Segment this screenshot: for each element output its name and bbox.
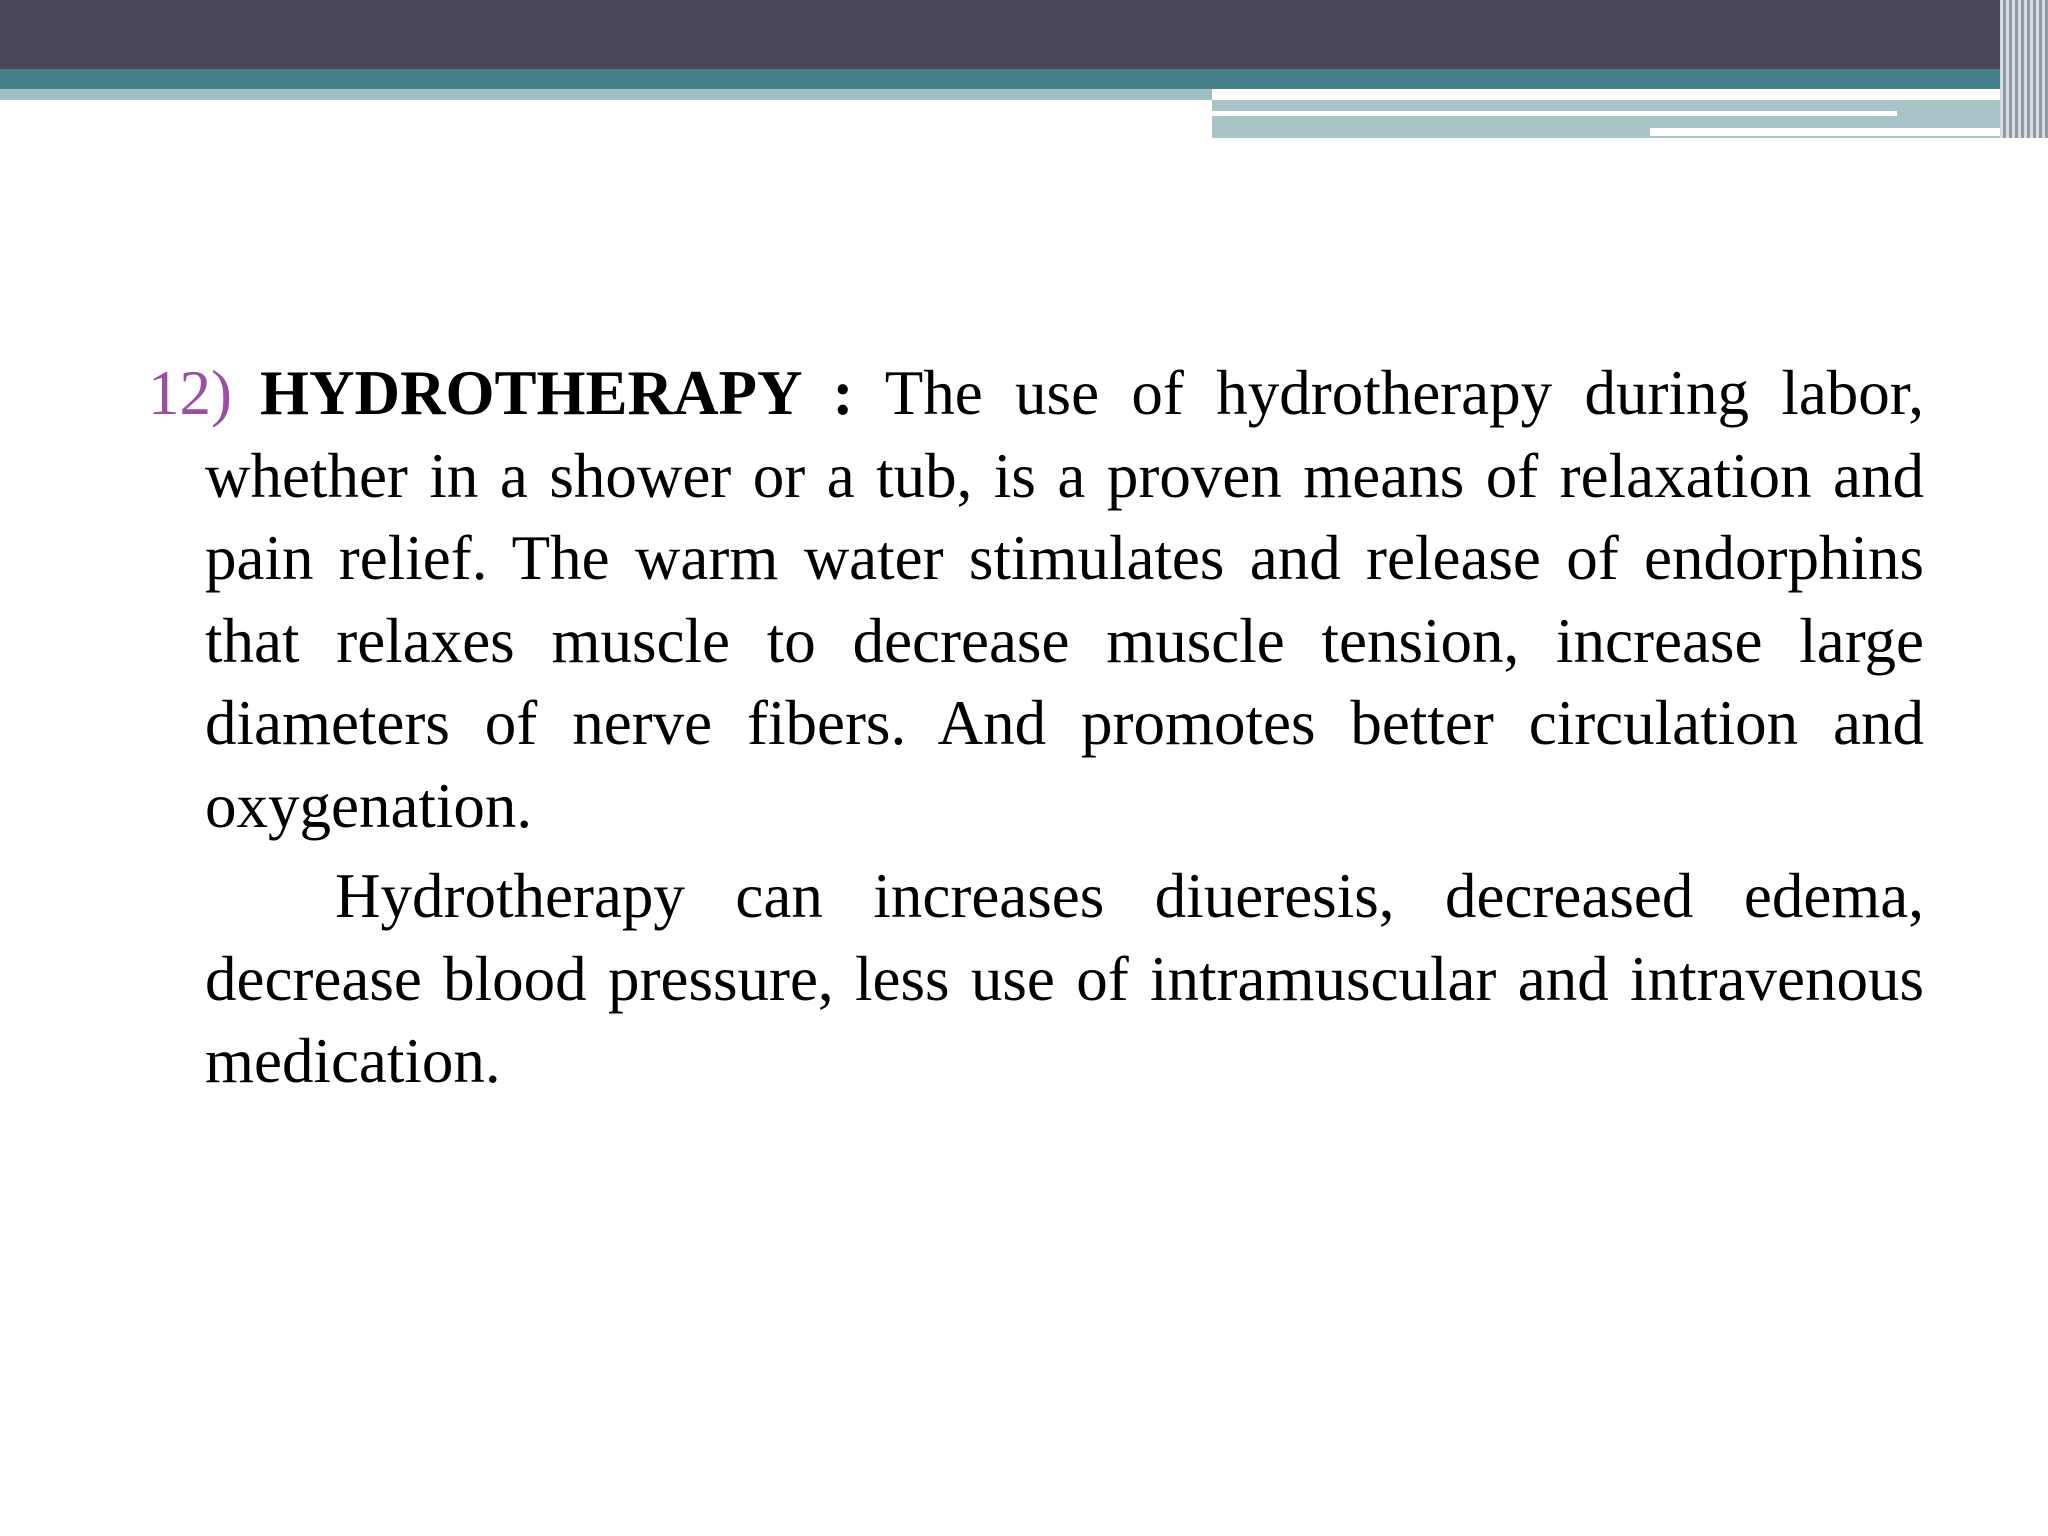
- header-divider-line-2: [1650, 128, 2012, 136]
- header-divider-line: [1212, 111, 1897, 116]
- header-stripes: [2000, 0, 2048, 138]
- paragraph-hydrotherapy: [148, 352, 1924, 847]
- paragraph-2-text: Hydrotherapy can increases diueresis, decreased edema, decrease blood pressure, less use of intramuscular and intravenous medication.: [205, 861, 1924, 1096]
- paragraph-2: [148, 855, 1924, 1103]
- paragraph-1-text: The use of hydrotherapy during labor, whether in a shower or a tub, is a proven means of relaxation and pain relief. The warm water stimulates and release of endorphins that relaxes muscle to decrease muscle tension, increase large diameters of nerve fibers. And promotes better circulation and oxygenation.: [205, 358, 1925, 841]
- header-bar-dark: [0, 0, 2048, 69]
- section-heading: HYDROTHERAPY :: [259, 358, 854, 428]
- header-bar-teal: [0, 69, 2048, 89]
- slide-content: [148, 352, 1924, 1103]
- list-number: 12): [148, 358, 232, 428]
- header-bar-light-left: [0, 89, 1212, 100]
